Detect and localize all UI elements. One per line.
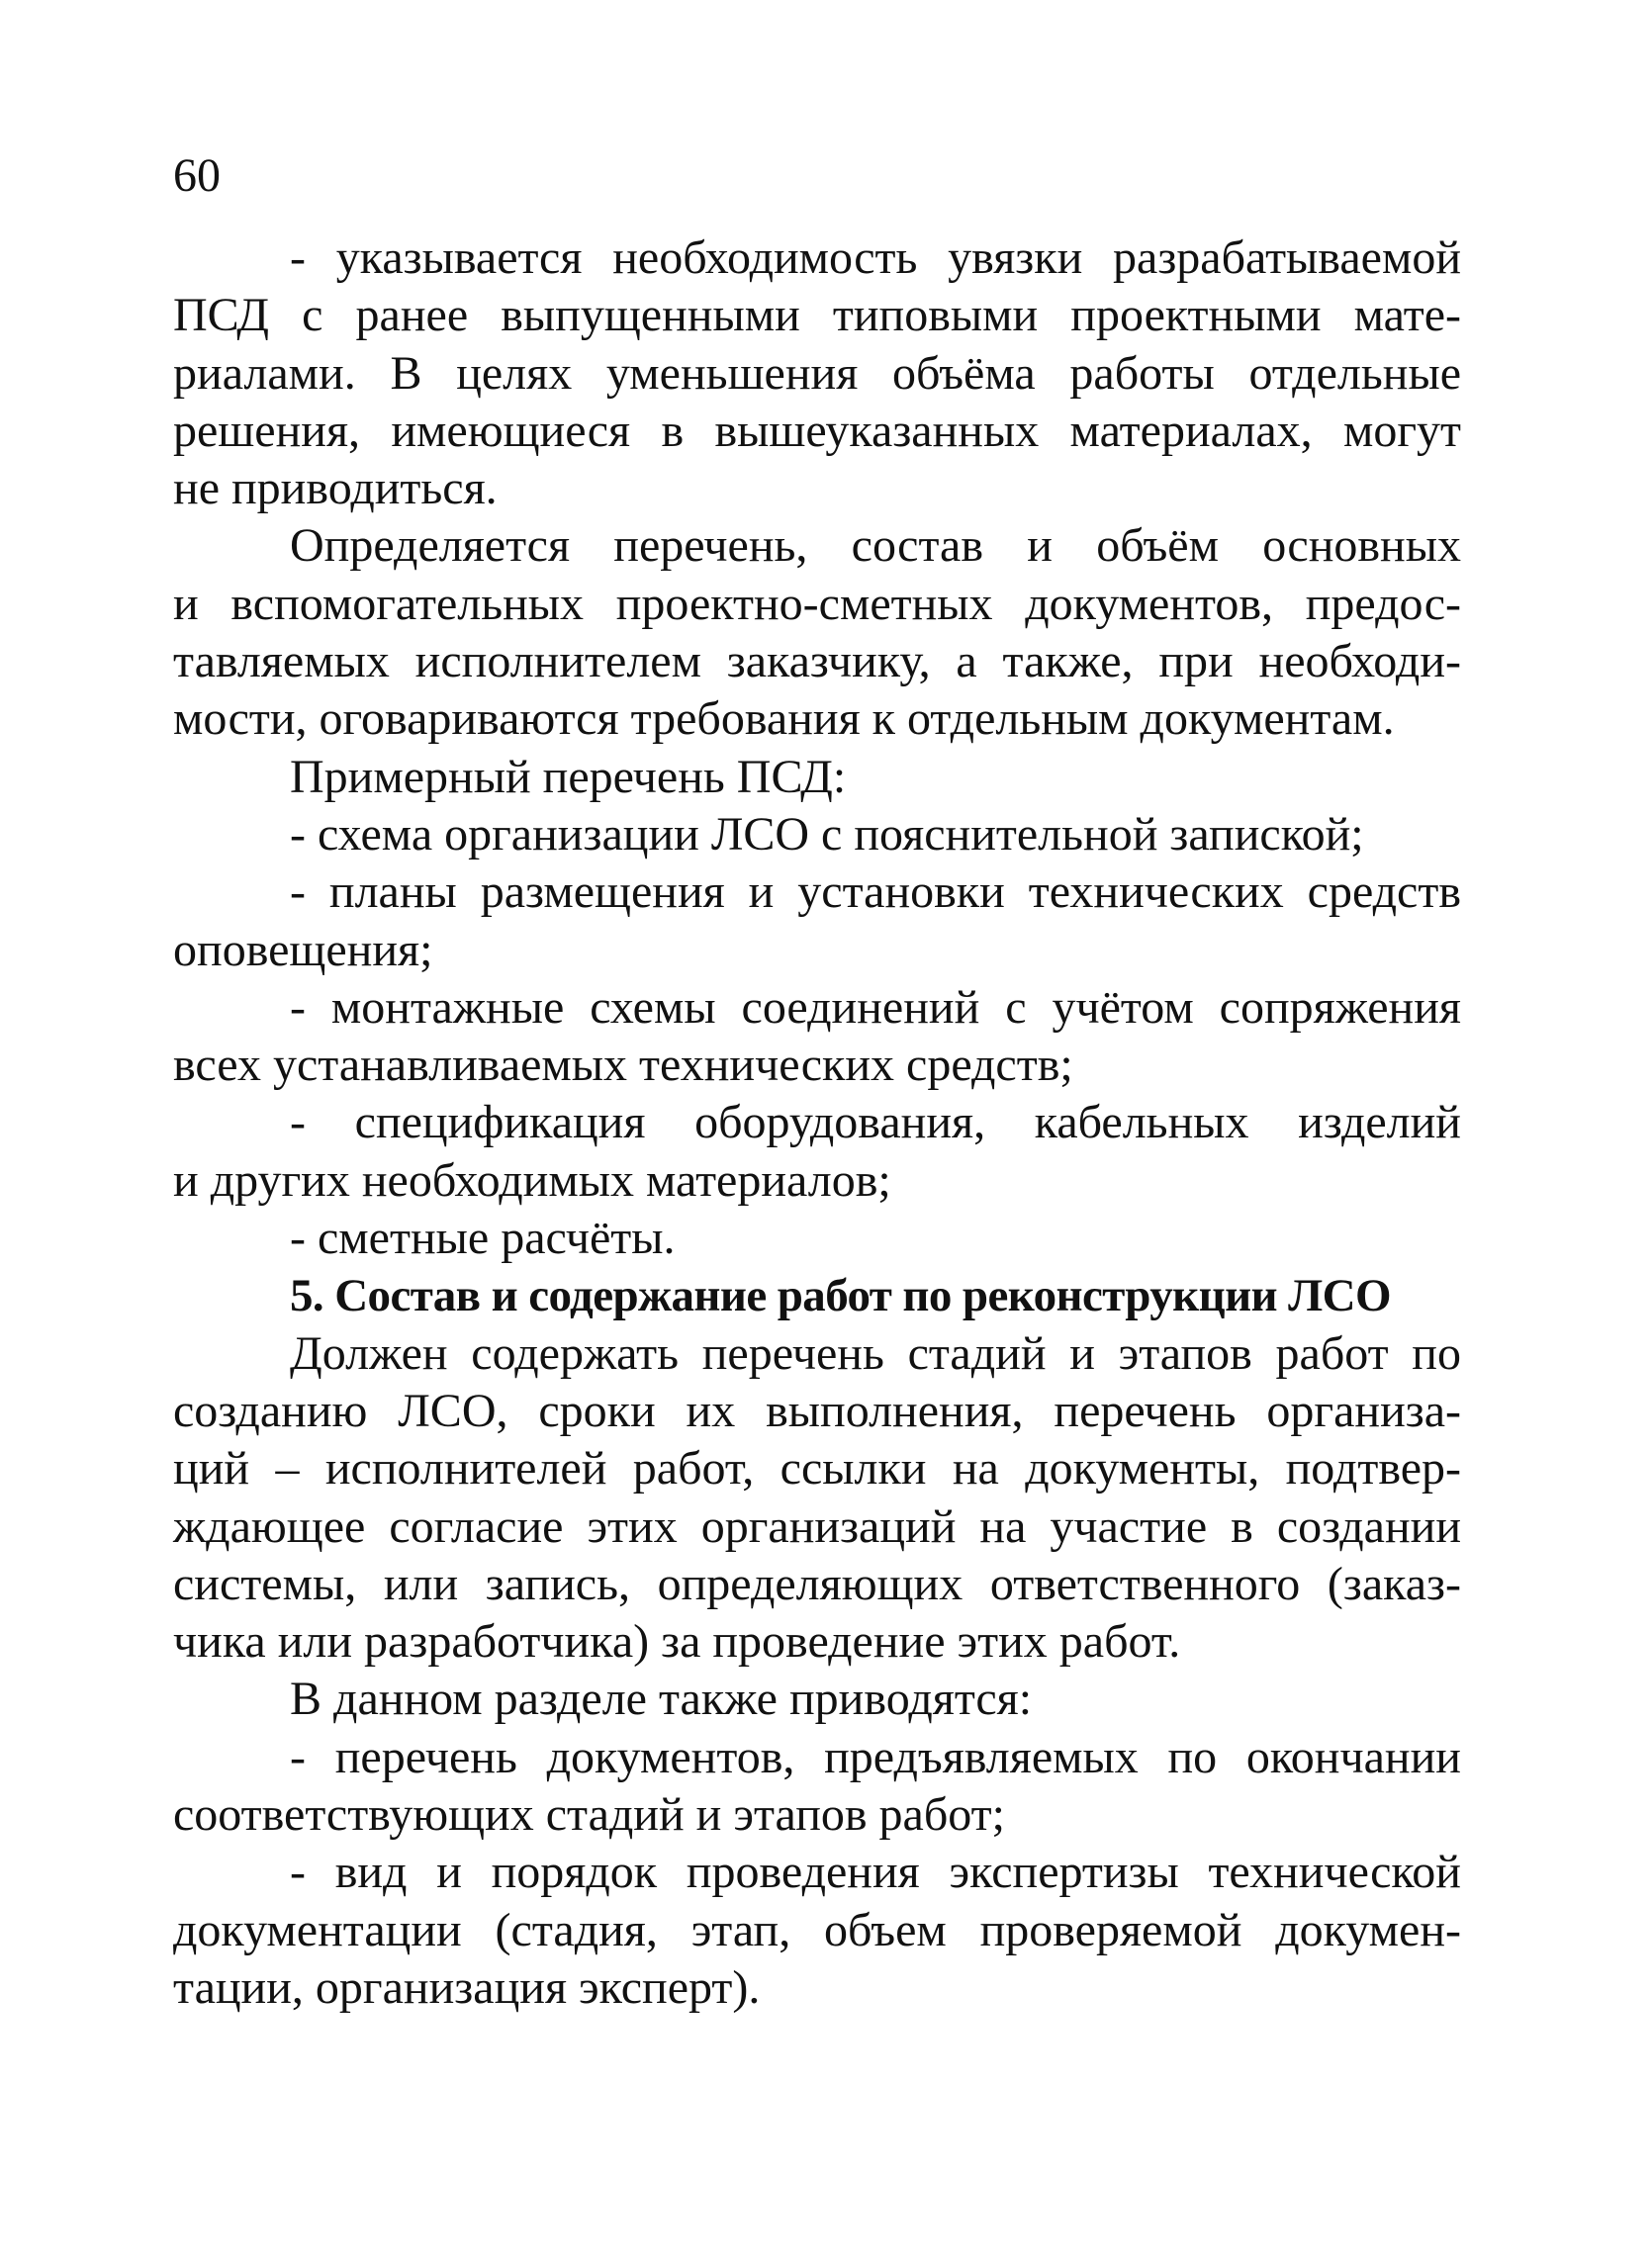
text-line: тации, организация эксперт).	[173, 1960, 761, 2014]
list-item	[173, 806, 1461, 863]
text-line: ждающее согласие этих организаций на участие в создании	[173, 1499, 1461, 1553]
text-line: - сметные расчёты.	[290, 1212, 676, 1265]
list-item	[173, 863, 1461, 979]
paragraph	[173, 749, 1461, 806]
text-line: - вид и порядок проведения экспертизы технической	[290, 1846, 1461, 1899]
text-line: созданию ЛСО, сроки их выполнения, перечень организа-	[173, 1384, 1461, 1437]
text-line: и других необходимых материалов;	[173, 1153, 891, 1207]
paragraph	[173, 517, 1461, 748]
text-line: и вспомогательных проектно-сметных документов, предос-	[173, 577, 1461, 630]
text-line: мости, оговариваются требования к отдельным документам.	[173, 692, 1395, 746]
text-line: риалами. В целях уменьшения объёма работы отдельные	[173, 346, 1461, 400]
text-line: Должен содержать перечень стадий и этапов работ по	[290, 1326, 1461, 1380]
list-item	[173, 1210, 1461, 1267]
paragraph	[173, 1671, 1461, 1728]
text-line: - монтажные схемы соединений с учётом сопряжения	[290, 980, 1461, 1034]
text-line: документации (стадия, этап, объем проверяемой докумен-	[173, 1903, 1461, 1956]
text-line: всех устанавливаемых технических средств;	[173, 1039, 1073, 1092]
text-line: - планы размещения и установки технических средств	[290, 865, 1461, 919]
list-item	[173, 1094, 1461, 1210]
list-item	[173, 1729, 1461, 1845]
text-line: Определяется перечень, состав и объём основных	[290, 519, 1461, 573]
list-item	[173, 1844, 1461, 2017]
text-line: решения, имеющиеся в вышеуказанных материалах, могут	[173, 404, 1461, 457]
text-line: ПСД с ранее выпущенными типовыми проектными мате-	[173, 289, 1461, 342]
section-heading: 5. Состав и содержание работ по реконструкции ЛСО	[290, 1270, 1391, 1322]
text-line: системы, или запись, определяющих ответственного (заказ-	[173, 1557, 1461, 1610]
text-line: В данном разделе также приводятся:	[290, 1673, 1033, 1726]
text-line: - схема организации ЛСО с пояснительной запиской;	[290, 807, 1364, 861]
text-line: не приводиться.	[173, 462, 498, 515]
text-line: тавляемых исполнителем заказчику, а также, при необходи-	[173, 635, 1461, 688]
text-line: чика или разработчика) за проведение этих работ.	[173, 1615, 1181, 1669]
text-line: оповещения;	[173, 923, 433, 976]
text-line: ций – исполнителей работ, ссылки на документы, подтвер-	[173, 1442, 1461, 1496]
text-line: соответствующих стадий и этапов работ;	[173, 1788, 1005, 1842]
text-line: Примерный перечень ПСД:	[290, 750, 847, 803]
text-line: - указывается необходимость увязки разрабатываемой	[290, 231, 1461, 284]
paragraph	[173, 229, 1461, 517]
page-number: 60	[173, 149, 221, 202]
body-text	[173, 229, 1461, 2017]
text-line: - перечень документов, предъявляемых по окончании	[290, 1730, 1461, 1783]
list-item	[173, 979, 1461, 1095]
paragraph	[173, 1325, 1461, 1672]
text-line: - спецификация оборудования, кабельных изделий	[290, 1096, 1461, 1149]
